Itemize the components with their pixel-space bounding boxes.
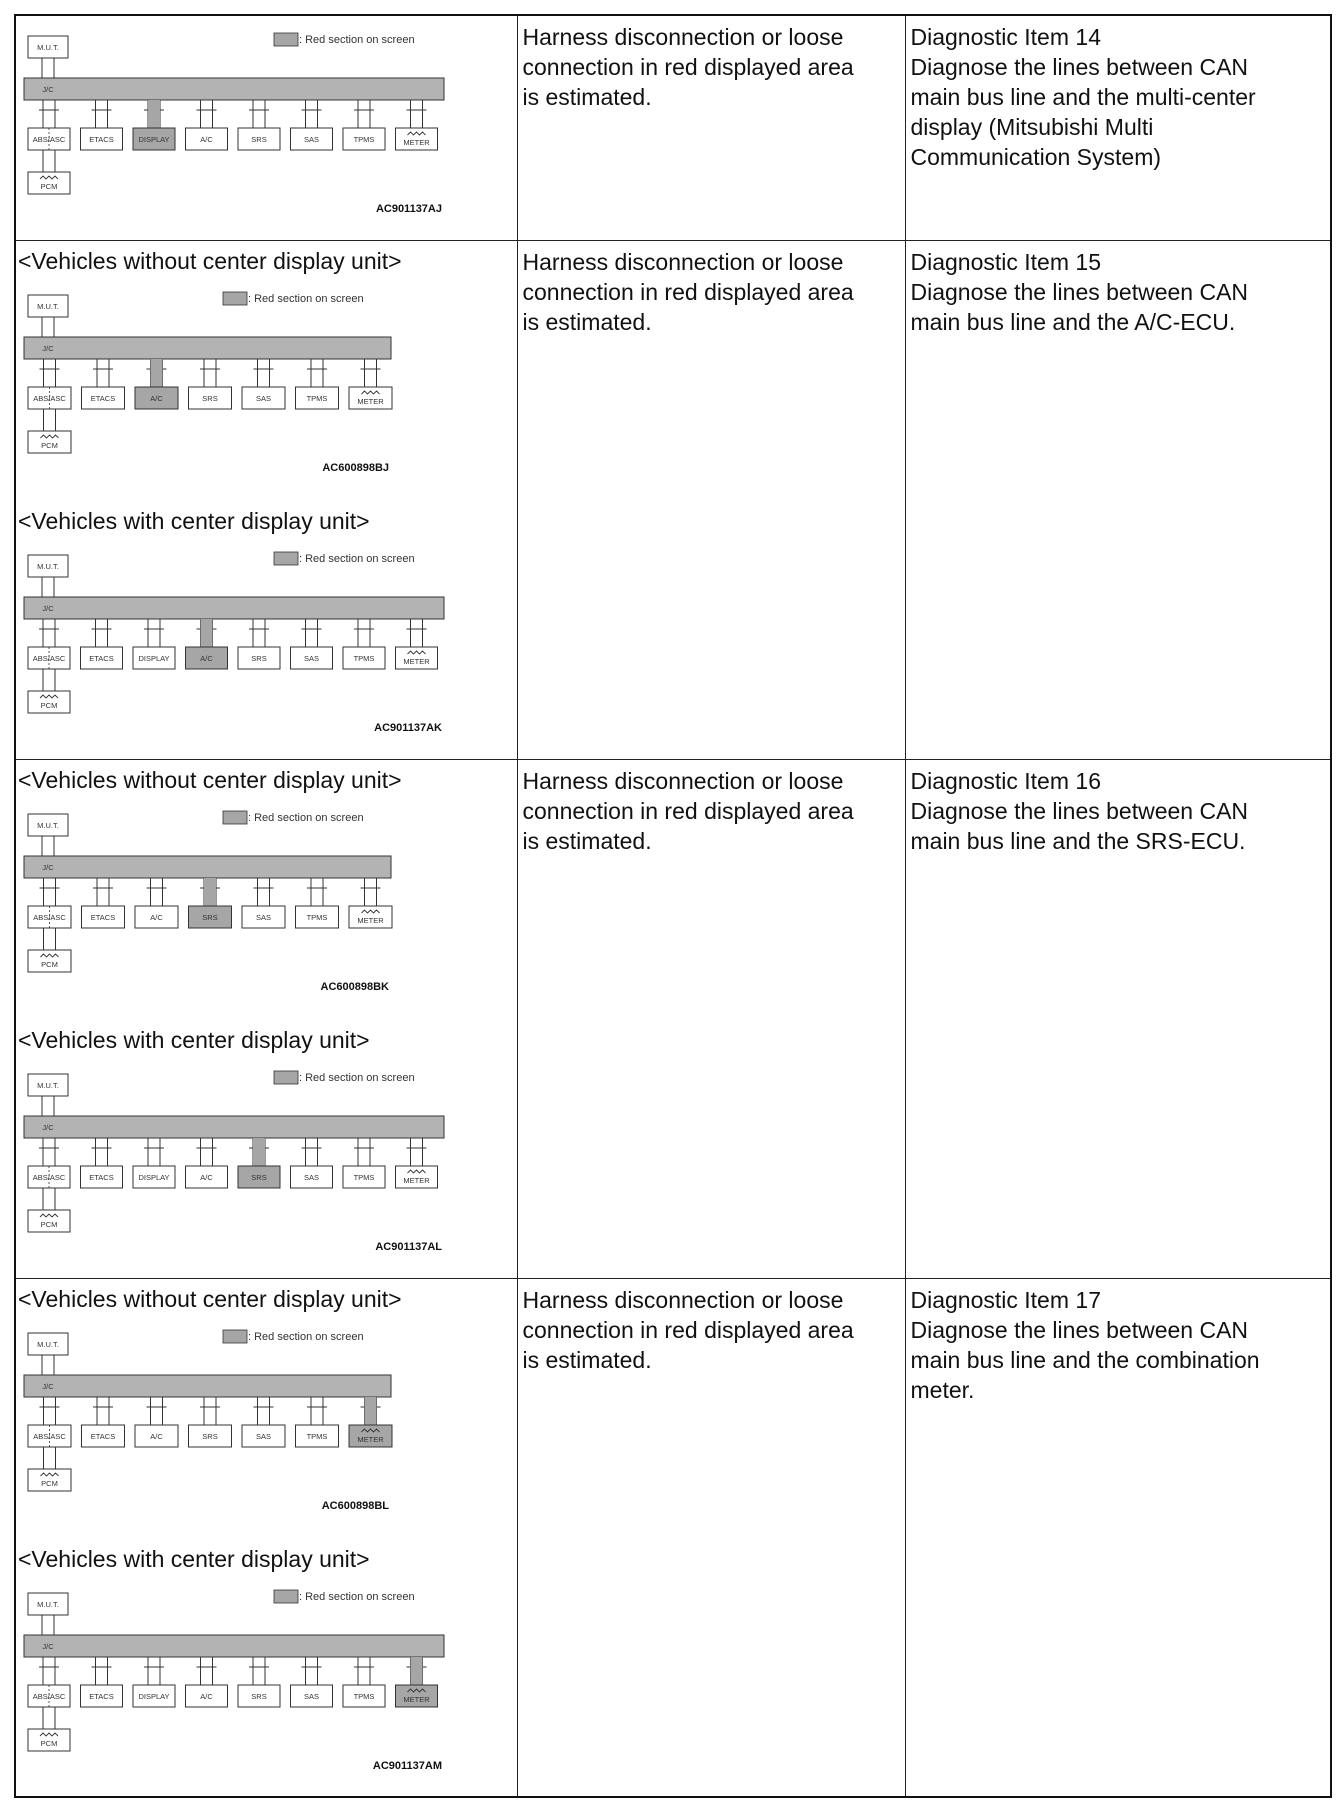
ecu-label: TPMS [306,1431,328,1441]
jc-label: J/C [42,1381,54,1391]
ecu-label: TPMS [353,653,375,663]
pcm-label: PCM [40,1219,58,1229]
can-bus-bar [24,856,391,878]
legend-label: : Red section on screen [248,292,364,305]
legend-swatch [223,1330,247,1343]
bus-diagram-svg [16,1054,516,1254]
cause-text: Harness disconnection or loose connection in red displayed area is estimated. [522,1286,854,1373]
ecu-label: ABS/ASC [33,912,66,922]
diagnostic-item-title: Diagnostic Item 16 [910,767,1101,794]
ecu-label: ABS/ASC [32,1172,66,1182]
legend-swatch [274,1590,298,1603]
pcm-label: PCM [41,1478,58,1488]
ecu-label: TPMS [353,1172,375,1182]
table-row [15,240,1331,759]
pcm-label: PCM [40,1738,58,1748]
item-cell [905,15,1331,240]
ecu-label: ETACS [89,1172,114,1182]
cause-cell [517,1278,905,1797]
can-bus-diagram [16,794,517,1020]
ecu-label: A/C [200,653,213,663]
ecu-label: TPMS [306,393,328,403]
ecu-label: METER [357,396,384,406]
ecu-label: SAS [255,1431,272,1441]
diagnostic-table [14,14,1332,1798]
jc-label: J/C [42,862,54,872]
ecu-label: A/C [150,1431,163,1441]
ecu-label: METER [357,915,384,925]
vehicle-variant-heading: <Vehicles without center display unit> [18,247,402,274]
legend-label: : Red section on screen [299,552,415,565]
bus-diagram-svg [16,1573,516,1773]
jc-label: J/C [42,603,54,613]
can-bus-bar [24,78,444,100]
legend-label: : Red section on screen [299,1071,415,1084]
legend-swatch [274,33,298,46]
can-bus-diagram [16,535,517,735]
can-bus-bar [24,1116,444,1138]
ecu-label: SAS [255,912,272,922]
highlight-stub [204,878,216,906]
cause-cell [517,15,905,240]
diagnostic-item-description: Diagnose the lines between CAN main bus line and the SRS-ECU. [910,797,1249,854]
figure-code: AC901137AM [372,1759,442,1772]
can-bus-diagram [16,1054,517,1254]
mut-label: M.U.T. [37,301,59,311]
mut-label: M.U.T. [37,820,59,830]
ecu-label: SRS [202,912,218,922]
ecu-label: ETACS [90,912,116,922]
ecu-label: SRS [202,393,218,403]
vehicle-variant-heading: <Vehicles with center display unit> [18,1545,370,1572]
bus-diagram-svg [16,16,516,216]
ecu-label: ABS/ASC [33,393,66,403]
highlight-stub [411,1657,423,1685]
ecu-label: SAS [303,135,320,144]
ecu-label: SAS [303,1691,320,1701]
cause-text: Harness disconnection or loose connection in red displayed area is estimated. [522,24,854,110]
ecu-label: TPMS [353,135,375,144]
highlight-stub [201,619,213,647]
diagram-cell [15,759,517,1278]
figure-code: AC600898BL [321,1499,389,1512]
legend-label: : Red section on screen [299,1590,415,1603]
ecu-label: ETACS [90,1431,116,1441]
diagram-cell [15,1278,517,1797]
cause-text: Harness disconnection or loose connection in red displayed area is estimated. [522,767,854,854]
diagram-cell [15,15,517,240]
item-cell [905,759,1331,1278]
can-bus-bar [24,1375,391,1397]
vehicle-variant-heading: <Vehicles with center display unit> [18,1026,370,1053]
figure-code: AC901137AK [374,721,442,734]
mut-label: M.U.T. [37,561,59,571]
can-bus-bar [24,597,444,619]
figure-code: AC600898BK [320,980,389,993]
mut-label: M.U.T. [37,1080,59,1090]
ecu-label: A/C [150,912,163,922]
ecu-label: ABS/ASC [32,135,66,144]
ecu-label: SRS [251,1172,267,1182]
highlight-stub [253,1138,265,1166]
pcm-label: PCM [41,959,58,969]
legend-swatch [223,811,247,824]
pcm-label: PCM [40,182,58,191]
can-bus-diagram [16,16,517,216]
ecu-label: ABS/ASC [32,1691,66,1701]
ecu-label: DISPLAY [138,1172,170,1182]
ecu-label: SAS [303,1172,320,1182]
highlight-stub [148,100,160,128]
item-cell [905,1278,1331,1797]
cause-cell [517,759,905,1278]
diagnostic-item-description: Diagnose the lines between CAN main bus line and the A/C-ECU. [910,278,1249,335]
diagram-cell [15,240,517,759]
can-bus-bar [24,337,391,359]
figure-code: AC600898BJ [322,461,389,474]
ecu-label: DISPLAY [138,135,170,144]
ecu-label: ETACS [89,135,114,144]
diagnostic-item-title: Diagnostic Item 15 [910,248,1101,275]
ecu-label: DISPLAY [138,653,170,663]
diagnostic-item-title: Diagnostic Item 17 [910,1286,1101,1313]
ecu-label: TPMS [306,912,328,922]
can-bus-diagram [16,275,517,501]
mut-label: M.U.T. [37,1599,59,1609]
legend-label: : Red section on screen [299,34,415,46]
ecu-label: SRS [251,653,267,663]
jc-label: J/C [42,343,54,353]
bus-diagram-svg [16,794,516,1020]
legend-swatch [274,1071,298,1084]
ecu-label: TPMS [353,1691,375,1701]
ecu-label: SAS [303,653,320,663]
ecu-label: METER [357,1434,384,1444]
legend-label: : Red section on screen [248,811,364,824]
cause-text: Harness disconnection or loose connection in red displayed area is estimated. [522,248,854,335]
ecu-label: A/C [200,1691,213,1701]
highlight-stub [365,1397,377,1425]
legend-label: : Red section on screen [248,1330,364,1343]
pcm-label: PCM [40,700,58,710]
item-cell [905,240,1331,759]
vehicle-variant-heading: <Vehicles with center display unit> [18,507,370,534]
ecu-label: METER [403,656,430,666]
mut-label: M.U.T. [37,43,59,52]
table-row [15,1278,1331,1797]
ecu-label: A/C [150,393,163,403]
ecu-label: ETACS [89,653,114,663]
ecu-label: ETACS [90,393,116,403]
bus-diagram-svg [16,535,516,735]
ecu-label: ABS/ASC [33,1431,66,1441]
bus-diagram-svg [16,275,516,501]
can-bus-diagram [16,1313,517,1539]
diagnostic-item-title: Diagnostic Item 14 [910,24,1101,50]
vehicle-variant-heading: <Vehicles without center display unit> [18,766,402,793]
figure-code: AC901137AL [375,1240,442,1253]
ecu-label: A/C [200,1172,213,1182]
bus-diagram-svg [16,1313,516,1539]
vehicle-variant-heading: <Vehicles without center display unit> [18,1285,402,1312]
jc-label: J/C [42,1641,54,1651]
ecu-label: ETACS [89,1691,114,1701]
ecu-label: METER [403,138,430,147]
jc-label: J/C [42,85,54,94]
ecu-label: SAS [255,393,272,403]
mut-label: M.U.T. [37,1339,59,1349]
ecu-label: ABS/ASC [32,653,66,663]
ecu-label: METER [403,1694,430,1704]
ecu-label: A/C [200,135,213,144]
pcm-label: PCM [41,440,58,450]
ecu-label: SRS [251,135,267,144]
table-row [15,759,1331,1278]
jc-label: J/C [42,1122,54,1132]
highlight-stub [151,359,163,387]
table-row [15,15,1331,240]
ecu-label: SRS [202,1431,218,1441]
diagnostic-item-description: Diagnose the lines between CAN main bus line and the combination meter. [910,1316,1260,1403]
legend-swatch [223,292,247,305]
can-bus-bar [24,1635,444,1657]
diagnostic-item-description: Diagnose the lines between CAN main bus line and the multi-center display (Mitsubishi Multi Communication System) [910,54,1256,170]
cause-cell [517,240,905,759]
ecu-label: SRS [251,1691,267,1701]
legend-swatch [274,552,298,565]
figure-code: AC901137AJ [375,203,442,215]
ecu-label: METER [403,1175,430,1185]
ecu-label: DISPLAY [138,1691,170,1701]
can-bus-diagram [16,1573,517,1773]
